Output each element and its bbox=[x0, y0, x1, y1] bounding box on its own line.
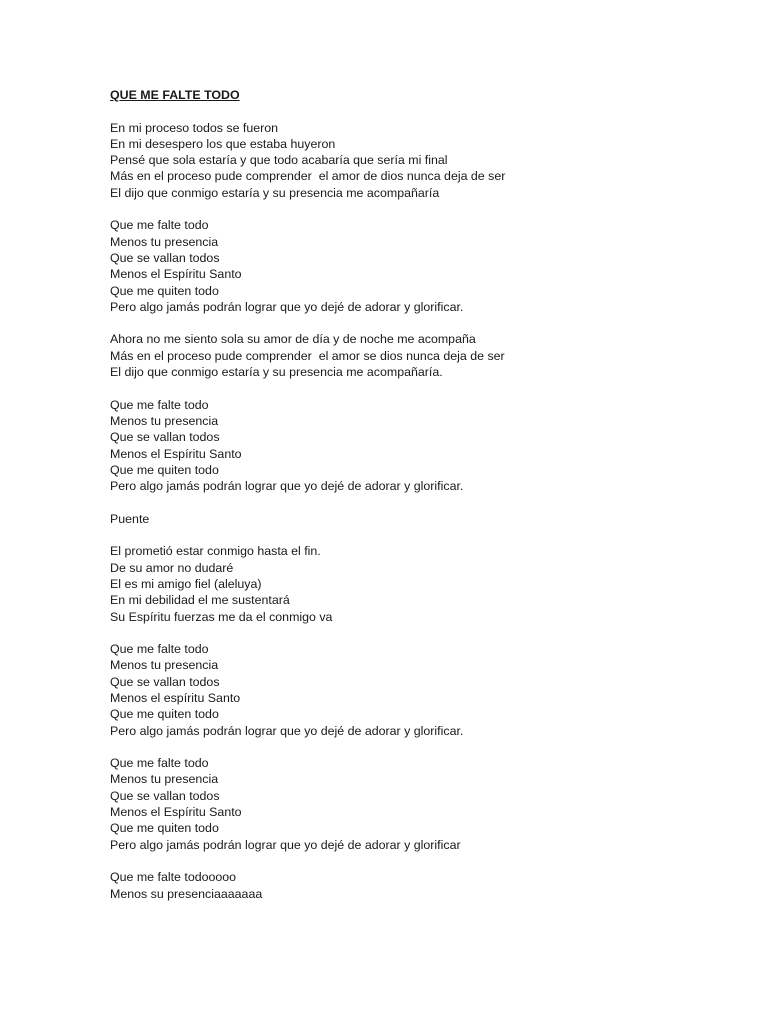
stanza bbox=[110, 869, 750, 902]
lyric-line: Menos el Espíritu Santo bbox=[110, 267, 242, 282]
lyric-line: En mi proceso todos se fueron bbox=[110, 120, 279, 135]
lyric-line: Más en el proceso pude comprender el amor de dios nunca deja de ser bbox=[110, 169, 506, 184]
lyric-line: Pero algo jamás podrán lograr que yo dejé de adorar y glorificar. bbox=[110, 723, 464, 738]
lyric-line: El dijo que conmigo estaría y su presencia me acompañaría bbox=[110, 185, 440, 200]
lyric-line: Menos tu presencia bbox=[110, 413, 219, 428]
lyric-line: Menos su presenciaaaaaaa bbox=[110, 886, 263, 901]
lyric-line: En mi debilidad el me sustentará bbox=[110, 593, 290, 608]
lyric-line: Menos el espíritu Santo bbox=[110, 690, 241, 705]
lyric-line: Puente bbox=[110, 511, 150, 526]
blank-line bbox=[110, 853, 750, 869]
lyric-line: Pensé que sola estaría y que todo acabaría que sería mi final bbox=[110, 153, 448, 168]
stanza bbox=[110, 641, 750, 739]
stanza bbox=[110, 511, 750, 527]
lyric-line: En mi desespero los que estaba huyeron bbox=[110, 136, 336, 151]
blank-line bbox=[110, 527, 750, 543]
lyric-line: Que me falte todo bbox=[110, 642, 209, 657]
stanza bbox=[110, 543, 750, 624]
stanza bbox=[110, 755, 750, 853]
lyric-line: De su amor no dudaré bbox=[110, 560, 234, 575]
lyric-line: Que me falte todo bbox=[110, 756, 209, 771]
lyric-line: Que me quiten todo bbox=[110, 462, 219, 477]
lyric-line: El es mi amigo fiel (aleluya) bbox=[110, 576, 262, 591]
lyric-line: Que se vallan todos bbox=[110, 674, 220, 689]
lyric-line: Pero algo jamás podrán lograr que yo dejé de adorar y glorificar. bbox=[110, 299, 464, 314]
lyric-line: Que se vallan todos bbox=[110, 788, 220, 803]
lyric-line: Menos el Espíritu Santo bbox=[110, 805, 242, 820]
lyric-line: Ahora no me siento sola su amor de día y de noche me acompaña bbox=[110, 332, 476, 347]
lyric-line: El dijo que conmigo estaría y su presencia me acompañaría. bbox=[110, 365, 443, 380]
lyric-line: Menos tu presencia bbox=[110, 234, 219, 249]
lyric-line: Más en el proceso pude comprender el amor se dios nunca deja de ser bbox=[110, 348, 505, 363]
document-body bbox=[110, 87, 750, 902]
lyric-line: Que me quiten todo bbox=[110, 707, 219, 722]
lyrics-stanzas bbox=[110, 120, 750, 902]
lyric-line: Menos tu presencia bbox=[110, 658, 219, 673]
blank-line bbox=[110, 739, 750, 755]
blank-line bbox=[110, 315, 750, 331]
lyric-line: Menos tu presencia bbox=[110, 772, 219, 787]
stanza bbox=[110, 120, 750, 201]
lyric-line: Pero algo jamás podrán lograr que yo dejé de adorar y glorificar bbox=[110, 837, 461, 852]
blank-line bbox=[110, 494, 750, 510]
blank-line bbox=[110, 103, 750, 119]
lyric-line: Su Espíritu fuerzas me da el conmigo va bbox=[110, 609, 333, 624]
lyric-line: Que me quiten todo bbox=[110, 821, 219, 836]
blank-line bbox=[110, 380, 750, 396]
stanza bbox=[110, 331, 750, 380]
lyric-line: Que se vallan todos bbox=[110, 430, 220, 445]
lyric-line: El prometió estar conmigo hasta el fin. bbox=[110, 544, 321, 559]
lyric-line: Que se vallan todos bbox=[110, 250, 220, 265]
lyric-line: Que me falte todooooo bbox=[110, 870, 237, 885]
lyric-line: Pero algo jamás podrán lograr que yo dejé de adorar y glorificar. bbox=[110, 479, 464, 494]
document-title: QUE ME FALTE TODO bbox=[110, 88, 240, 102]
lyric-line: Que me falte todo bbox=[110, 218, 209, 233]
stanza bbox=[110, 217, 750, 315]
lyric-line: Menos el Espíritu Santo bbox=[110, 446, 242, 461]
stanza bbox=[110, 397, 750, 495]
blank-line bbox=[110, 625, 750, 641]
lyric-line: Que me quiten todo bbox=[110, 283, 219, 298]
blank-line bbox=[110, 201, 750, 217]
lyric-line: Que me falte todo bbox=[110, 397, 209, 412]
